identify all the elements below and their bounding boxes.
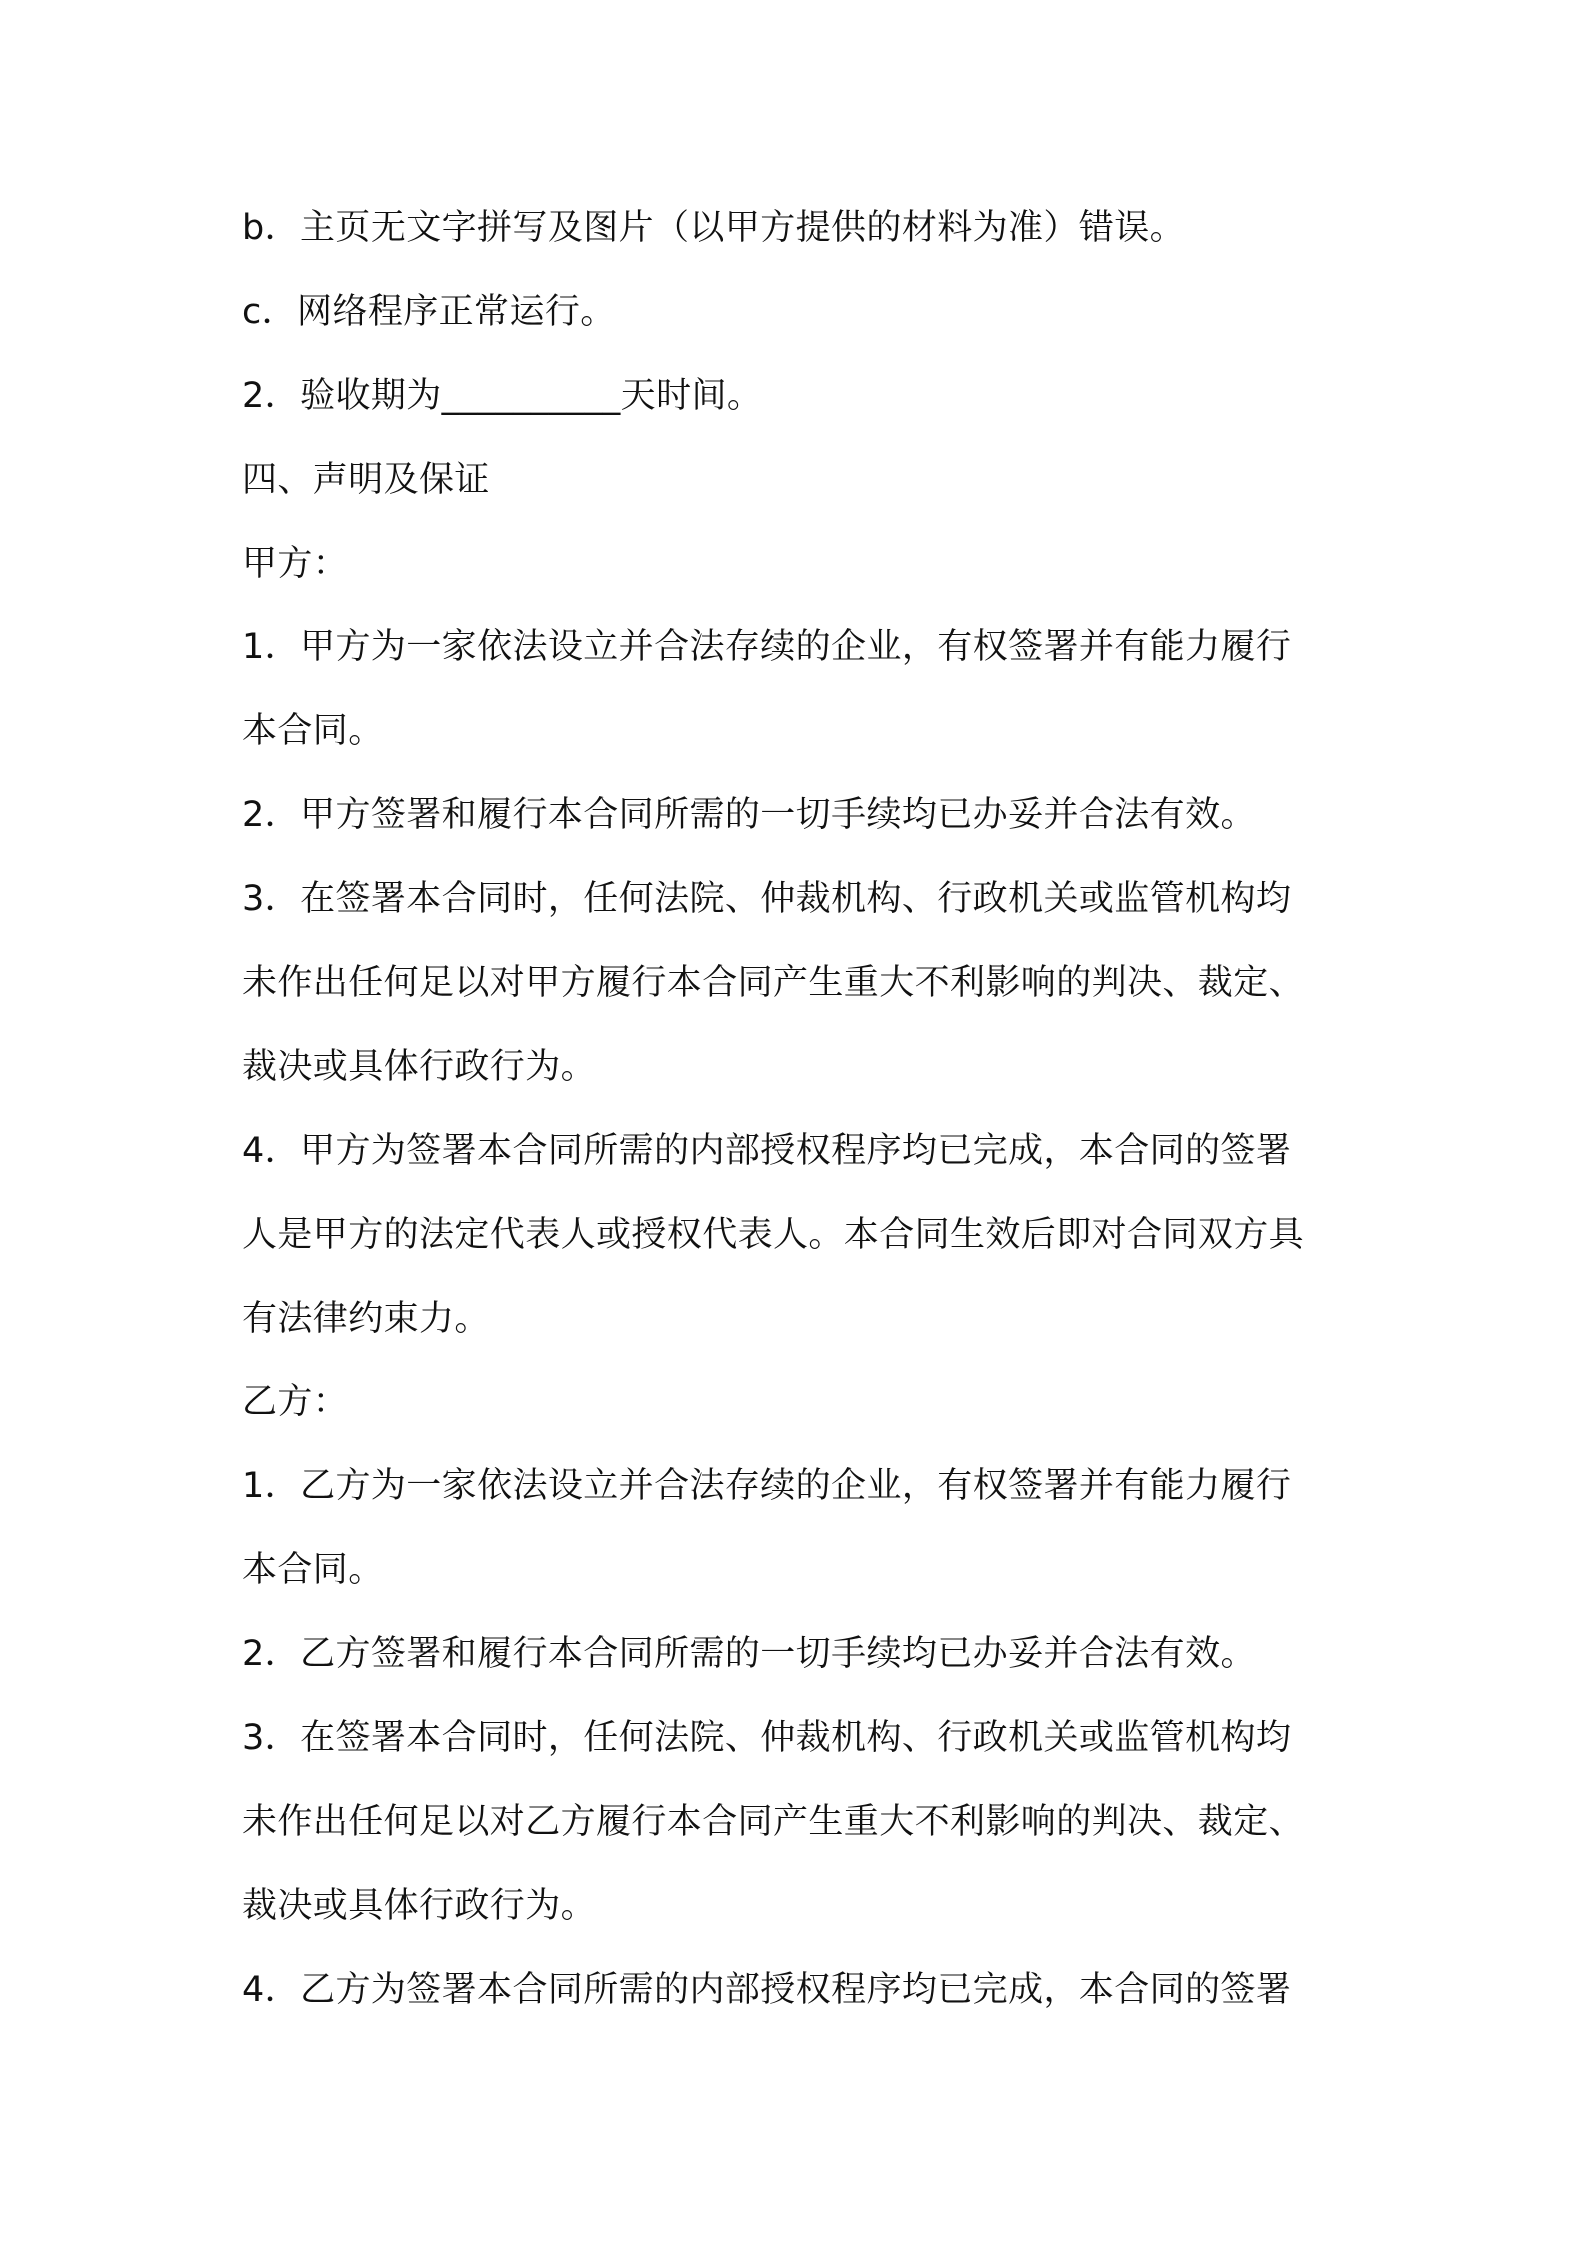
party-b-heading: 乙方： bbox=[242, 1382, 349, 1423]
party-b-clause-3-line-2: 未作出任何足以对乙方履行本合同产生重大不利影响的判决、裁定、 bbox=[242, 1801, 1305, 1842]
party-b-clause-3-line-3: 裁决或具体行政行为。 bbox=[242, 1885, 597, 1926]
party-b-clause-4-line-1: 4．乙方为签署本合同所需的内部授权程序均已完成，本合同的签署 bbox=[242, 1969, 1292, 2010]
item-b-homepage-no-errors: b．主页无文字拼写及图片（以甲方提供的材料为准）错误。 bbox=[242, 208, 1186, 248]
item-c-network-program: c．网络程序正常运行。 bbox=[242, 291, 616, 332]
party-b-clause-2: 2．乙方签署和履行本合同所需的一切手续均已办妥并合法有效。 bbox=[242, 1634, 1256, 1675]
item-2-acceptance-period: 2．验收期为__________天时间。 bbox=[242, 375, 763, 416]
party-b-clause-1-line-1: 1．乙方为一家依法设立并合法存续的企业，有权签署并有能力履行 bbox=[242, 1466, 1292, 1507]
party-b-clause-1-line-2: 本合同。 bbox=[242, 1550, 384, 1591]
party-b-clause-3-line-1: 3．在签署本合同时，任何法院、仲裁机构、行政机关或监管机构均 bbox=[242, 1718, 1292, 1759]
section-heading-declarations: 四、声明及保证 bbox=[242, 459, 490, 500]
party-a-clause-3-line-2: 未作出任何足以对甲方履行本合同产生重大不利影响的判决、裁定、 bbox=[242, 963, 1305, 1004]
party-a-heading: 甲方： bbox=[242, 543, 349, 584]
party-a-clause-4-line-2: 人是甲方的法定代表人或授权代表人。本合同生效后即对合同双方具 bbox=[242, 1214, 1305, 1255]
party-a-clause-4-line-3: 有法律约束力。 bbox=[242, 1298, 490, 1339]
party-a-clause-4-line-1: 4．甲方为签署本合同所需的内部授权程序均已完成，本合同的签署 bbox=[242, 1130, 1292, 1171]
party-a-clause-2: 2．甲方签署和履行本合同所需的一切手续均已办妥并合法有效。 bbox=[242, 795, 1256, 836]
party-a-clause-3-line-3: 裁决或具体行政行为。 bbox=[242, 1046, 597, 1087]
party-a-clause-3-line-1: 3．在签署本合同时，任何法院、仲裁机构、行政机关或监管机构均 bbox=[242, 879, 1292, 920]
document-body bbox=[242, 202, 1362, 2048]
party-a-clause-1-line-2: 本合同。 bbox=[242, 711, 384, 752]
party-a-clause-1-line-1: 1．甲方为一家依法设立并合法存续的企业，有权签署并有能力履行 bbox=[242, 627, 1292, 668]
